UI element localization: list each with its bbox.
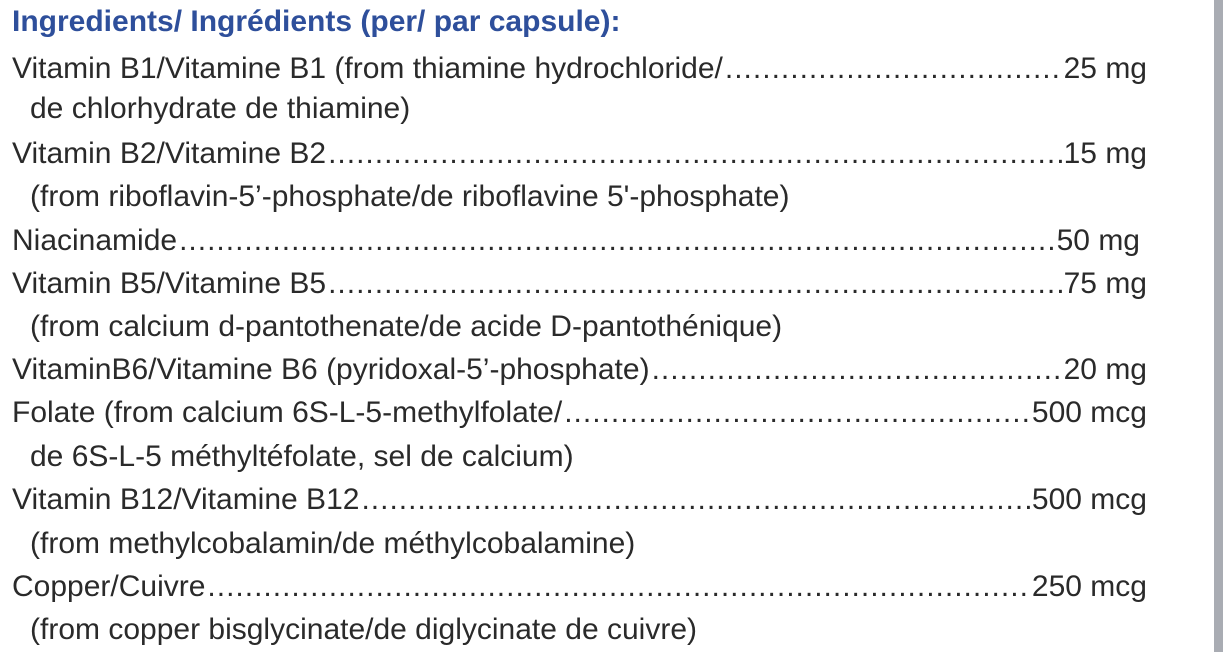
ingredient-amount: 15 mg xyxy=(1063,137,1147,170)
ingredient-amount: 75 mg xyxy=(1063,267,1147,300)
ingredient-amount: 500 mcg xyxy=(1031,396,1147,429)
ingredient-subline-vitamin-b2: (from riboflavin-5’-phosphate/de riboflavine 5'-phosphate) xyxy=(30,180,790,213)
ingredient-name: Folate (from calcium 6S-L-5-methylfolate/ xyxy=(12,396,563,429)
ingredient-amount: 250 mcg xyxy=(1031,570,1147,603)
ingredient-subline-vitamin-b1: de chlorhydrate de thiamine) xyxy=(30,92,411,125)
dot-leader xyxy=(564,393,1030,433)
dot-leader xyxy=(361,480,1029,520)
ingredient-row-niacinamide xyxy=(12,221,1140,261)
ingredient-row-vitamin-b1 xyxy=(12,49,1147,89)
dot-leader xyxy=(328,134,1062,174)
ingredient-subline-vitamin-b12: (from methylcobalamin/de méthylcobalamine) xyxy=(30,527,636,560)
dot-leader xyxy=(652,350,1062,390)
ingredients-heading: Ingredients/ Ingrédients (per/ par capsule): xyxy=(12,5,621,38)
ingredient-name: Niacinamide xyxy=(12,224,178,257)
ingredient-name: Vitamin B12/Vitamine B12 xyxy=(12,483,360,516)
ingredient-subline-vitamin-b5: (from calcium d-pantothenate/de acide D-pantothénique) xyxy=(30,310,783,343)
ingredient-row-vitamin-b5 xyxy=(12,264,1147,304)
dot-leader xyxy=(207,567,1030,607)
ingredient-subline-copper: (from copper bisglycinate/de diglycinate de cuivre) xyxy=(30,613,697,646)
ingredient-name: Vitamin B1/Vitamine B1 (from thiamine hydrochloride/ xyxy=(12,52,723,85)
right-border-rule xyxy=(1214,0,1223,652)
ingredient-name: Copper/Cuivre xyxy=(12,570,206,603)
dot-leader xyxy=(328,264,1062,304)
ingredient-name: Vitamin B2/Vitamine B2 xyxy=(12,137,327,170)
ingredient-amount: 25 mg xyxy=(1063,52,1147,85)
dot-leader xyxy=(179,221,1055,261)
ingredient-amount: 50 mg xyxy=(1056,224,1140,257)
ingredient-amount: 20 mg xyxy=(1063,353,1147,386)
ingredient-name: Vitamin B5/Vitamine B5 xyxy=(12,267,327,300)
ingredient-name: VitaminB6/Vitamine B6 (pyridoxal-5’-phosphate) xyxy=(12,353,650,386)
ingredient-amount: 500 mcg xyxy=(1031,483,1147,516)
ingredient-row-vitamin-b2 xyxy=(12,134,1147,174)
dot-leader xyxy=(725,49,1062,89)
ingredient-subline-folate: de 6S-L-5 méthyltéfolate, sel de calcium) xyxy=(30,440,574,473)
ingredient-row-copper xyxy=(12,567,1147,607)
ingredient-row-vitamin-b6 xyxy=(12,350,1147,390)
ingredient-row-vitamin-b12 xyxy=(12,480,1147,520)
ingredient-row-folate xyxy=(12,393,1147,433)
